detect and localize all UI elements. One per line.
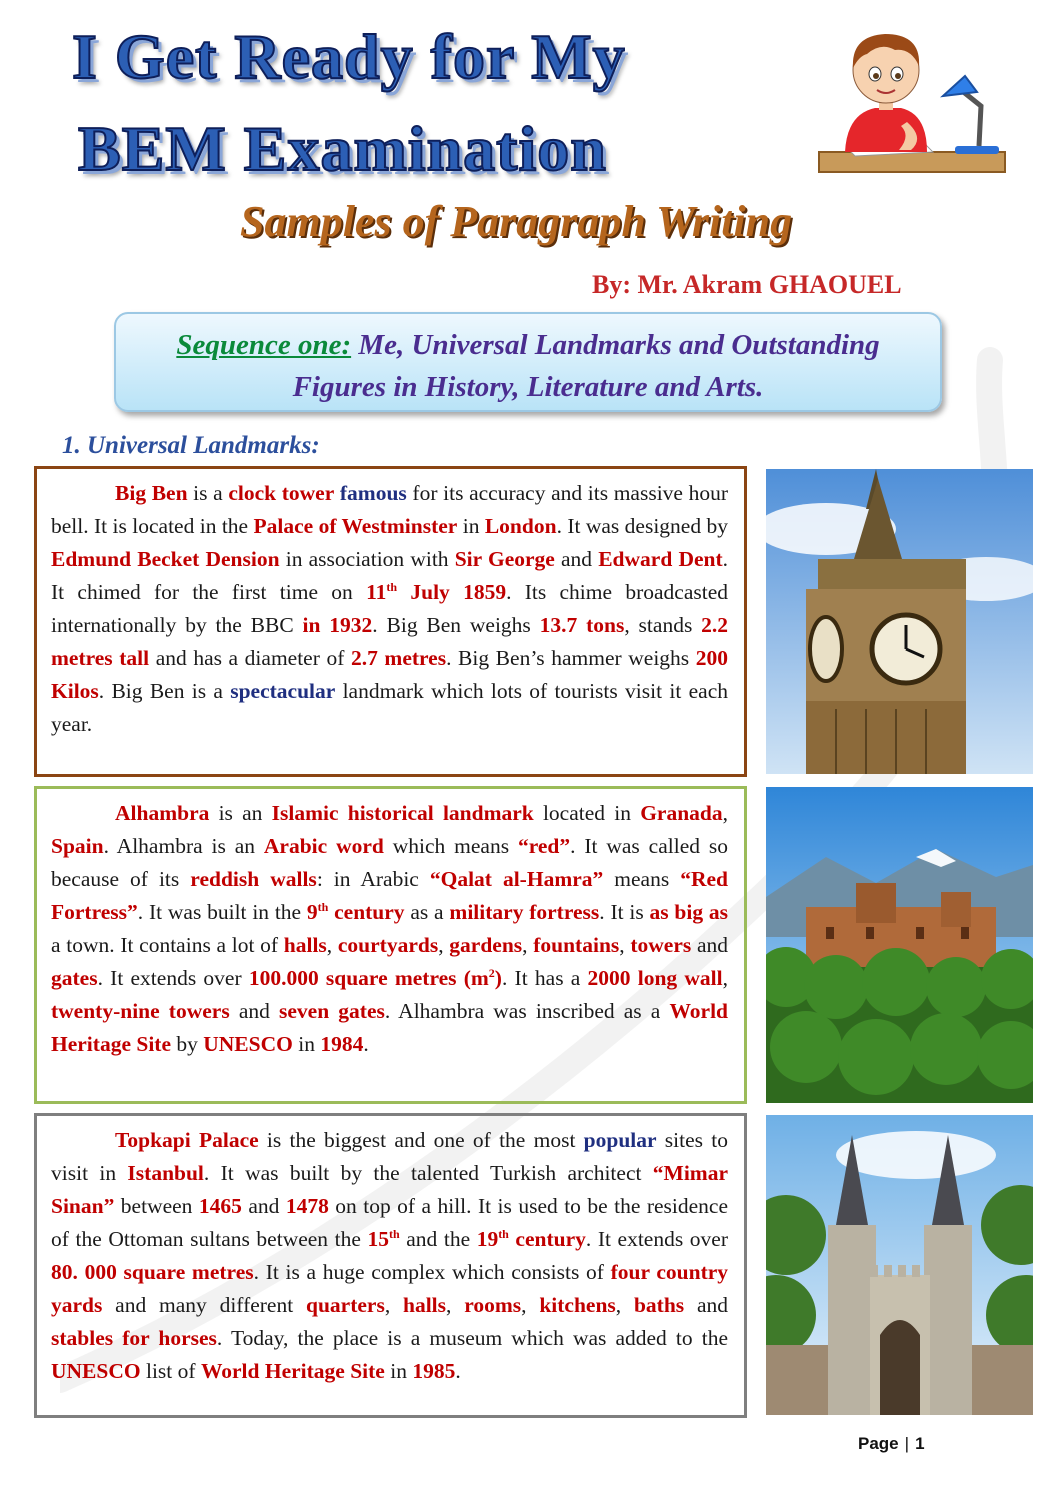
sequence-line-1 (116, 324, 940, 366)
topkapi-palace-photo (766, 1115, 1033, 1415)
sequence-label: Sequence one: (176, 329, 352, 361)
page-title-line-1: I Get Ready for My (72, 21, 626, 92)
student-illustration (815, 26, 1007, 178)
paragraph-text: Topkapi Palace is the biggest and one of the most popular sites to visit in Istanbul. It was built by the talented Turkish architect “Mimar Sinan” between 1465 and 1478 on top of a hill. It is used to be the residence of the Ottoman sultans between the 15th and the 19th century. It extends over 80. 000 square metres. It is a huge complex which consists of four country yards and many different quarters, halls, rooms, kitchens, baths and stables for horses. Today, the place is a museum which was added to the UNESCO list of World Heritage Site in 1985. (51, 1128, 729, 1383)
page-separator: | (904, 1434, 910, 1453)
paragraph-alhambra (34, 786, 747, 1104)
sequence-text-1: Me, Universal Landmarks and Outstanding (351, 329, 880, 361)
author-byline: By: Mr. Akram GHAOUEL (592, 270, 902, 299)
page-label: Page (858, 1434, 899, 1453)
paragraph-big-ben (34, 466, 747, 777)
page-title-line-2: BEM Examination (78, 113, 607, 184)
section-heading: 1. Universal Landmarks: (62, 432, 320, 459)
alhambra-photo (766, 787, 1033, 1103)
big-ben-photo (766, 469, 1033, 774)
paragraph-text: Alhambra is an Islamic historical landmark located in Granada, Spain. Alhambra is an Arabic word which means “red”. It was called so because of its reddish walls: in Arabic “Qalat al-Hamra” means “Red Fortress”. It was built in the 9th century as a military fortress. It is as big as a town. It contains a lot of halls, courtyards, gardens, fountains, towers and gates. It extends over 100.000 square metres $(m^2)$. It has a 2000 long wall, twenty-nine towers and seven gates. Alhambra was inscribed as a World Heritage Site by UNESCO in 1984. (51, 801, 729, 1056)
page-number (858, 1434, 925, 1454)
page-number-value: 1 (915, 1434, 925, 1453)
subtitle: Samples of Paragraph Writing (240, 197, 793, 246)
sequence-text-2: Figures in History, Literature and Arts. (292, 371, 764, 403)
sequence-banner (114, 312, 942, 412)
paragraph-topkapi (34, 1113, 747, 1418)
paragraph-text: Big Ben is a clock tower famous for its accuracy and its massive hour bell. It is located in the Palace of Westminster in London. It was designed by Edmund Becket Dension in association with Sir George and Edward Dent. It chimed for the first time on 11th July 1859. Its chime broadcasted internationally by the BBC in 1932. Big Ben weighs 13.7 tons, stands 2.2 metres tall and has a diameter of 2.7 metres. Big Ben’s hammer weighs 200 Kilos. Big Ben is a spectacular landmark which lots of tourists visit it each year. (51, 481, 729, 736)
